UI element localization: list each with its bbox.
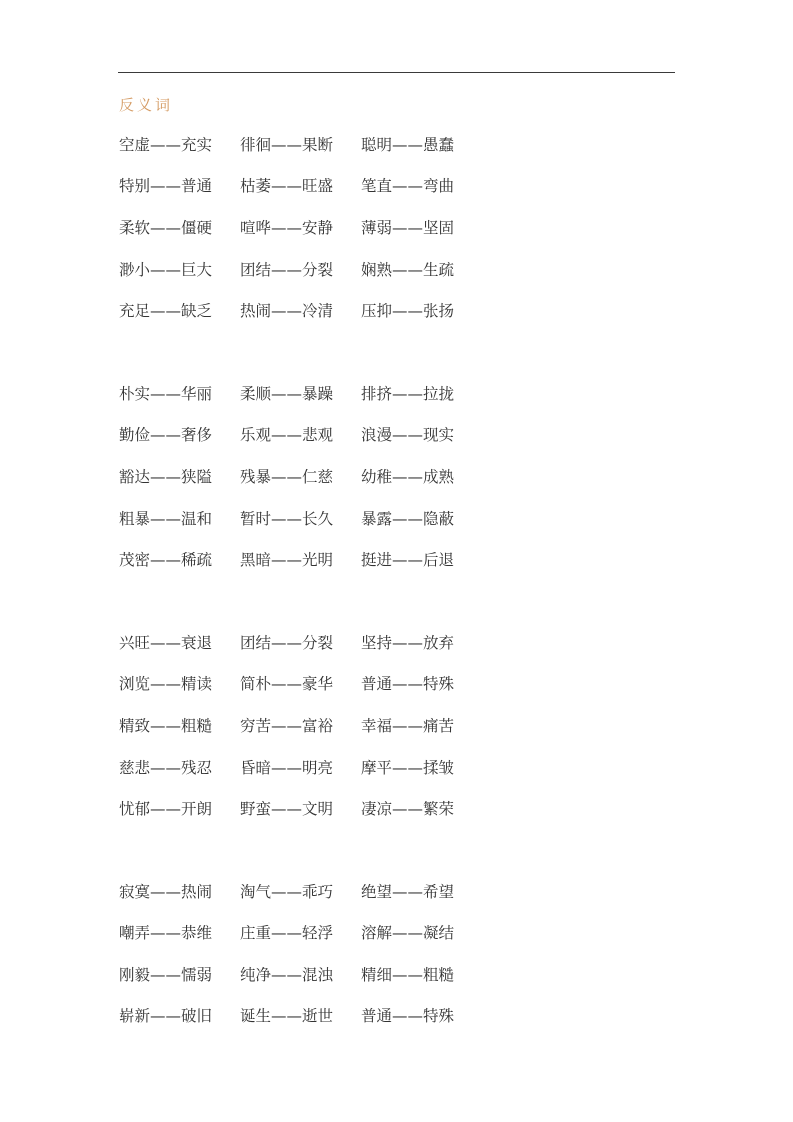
antonym-group (119, 622, 482, 830)
antonym-pair: 聪明——愚蠢 (361, 135, 455, 154)
antonym-row (119, 788, 482, 830)
antonym-row (119, 456, 482, 498)
antonym-pair: 柔顺——暴躁 (240, 384, 334, 403)
antonym-pair: 残暴——仁慈 (240, 467, 334, 486)
antonym-row (119, 207, 482, 249)
antonym-row (119, 290, 482, 332)
antonym-group (119, 373, 482, 581)
antonym-pair: 娴熟——生疏 (361, 260, 455, 279)
antonym-pair: 特别——普通 (119, 177, 213, 196)
antonym-pair: 压抑——张扬 (361, 302, 455, 321)
antonym-pair: 刚毅——懦弱 (119, 965, 213, 984)
antonym-pair: 渺小——巨大 (119, 260, 213, 279)
antonym-pair: 坚持——放弃 (361, 633, 455, 652)
antonym-pair: 诞生——逝世 (240, 1007, 334, 1026)
antonym-row (119, 539, 482, 581)
antonym-pair: 普通——特殊 (361, 1007, 455, 1026)
header-rule (118, 72, 675, 73)
antonym-pair: 浪漫——现实 (361, 426, 455, 445)
antonym-pair: 充足——缺乏 (119, 302, 213, 321)
antonym-pair: 暂时——长久 (240, 509, 334, 528)
antonym-pair: 昏暗——明亮 (240, 758, 334, 777)
antonym-pair: 摩平——揉皱 (361, 758, 455, 777)
antonym-pair: 忧郁——开朗 (119, 800, 213, 819)
antonym-groups (119, 124, 482, 1078)
antonym-pair: 溶解——凝结 (361, 924, 455, 943)
antonym-pair: 徘徊——果断 (240, 135, 334, 154)
antonym-pair: 精致——粗糙 (119, 716, 213, 735)
antonym-pair: 淘气——乖巧 (240, 882, 334, 901)
antonym-group (119, 124, 482, 332)
antonym-pair: 纯净——混浊 (240, 965, 334, 984)
antonym-pair: 幸福——痛苦 (361, 716, 455, 735)
antonym-pair: 枯萎——旺盛 (240, 177, 334, 196)
antonym-row (119, 622, 482, 664)
antonym-pair: 浏览——精读 (119, 675, 213, 694)
antonym-pair: 豁达——狭隘 (119, 467, 213, 486)
antonym-pair: 乐观——悲观 (240, 426, 334, 445)
antonym-pair: 幼稚——成熟 (361, 467, 455, 486)
antonym-row (119, 705, 482, 747)
antonym-pair: 勤俭——奢侈 (119, 426, 213, 445)
antonym-pair: 庄重——轻浮 (240, 924, 334, 943)
antonym-pair: 嘲弄——恭维 (119, 924, 213, 943)
antonym-pair: 粗暴——温和 (119, 509, 213, 528)
antonym-pair: 黑暗——光明 (240, 551, 334, 570)
antonym-pair: 寂寞——热闹 (119, 882, 213, 901)
antonym-row (119, 415, 482, 457)
antonym-row (119, 913, 482, 955)
antonym-pair: 热闹——冷清 (240, 302, 334, 321)
antonym-pair: 野蛮——文明 (240, 800, 334, 819)
antonym-row (119, 373, 482, 415)
antonym-pair: 朴实——华丽 (119, 384, 213, 403)
antonym-pair: 薄弱——坚固 (361, 218, 455, 237)
antonym-pair: 空虚——充实 (119, 135, 213, 154)
antonym-row (119, 124, 482, 166)
antonym-row (119, 954, 482, 996)
antonym-pair: 崭新——破旧 (119, 1007, 213, 1026)
antonym-group (119, 871, 482, 1037)
antonym-row (119, 664, 482, 706)
antonym-row (119, 747, 482, 789)
antonym-pair: 挺进——后退 (361, 551, 455, 570)
antonym-pair: 普通——特殊 (361, 675, 455, 694)
antonym-pair: 精细——粗糙 (361, 965, 455, 984)
antonym-row (119, 498, 482, 540)
antonym-pair: 慈悲——残忍 (119, 758, 213, 777)
antonym-pair: 简朴——豪华 (240, 675, 334, 694)
antonym-row (119, 871, 482, 913)
antonym-pair: 团结——分裂 (240, 633, 334, 652)
antonym-pair: 团结——分裂 (240, 260, 334, 279)
antonym-pair: 排挤——拉拢 (361, 384, 455, 403)
antonym-pair: 凄凉——繁荣 (361, 800, 455, 819)
antonym-pair: 暴露——隐蔽 (361, 509, 455, 528)
antonym-pair: 笔直——弯曲 (361, 177, 455, 196)
antonym-pair: 绝望——希望 (361, 882, 455, 901)
antonym-pair: 喧哗——安静 (240, 218, 334, 237)
antonym-pair: 茂密——稀疏 (119, 551, 213, 570)
section-title: 反义词 (119, 96, 174, 114)
antonym-pair: 穷苦——富裕 (240, 716, 334, 735)
antonym-pair: 柔软——僵硬 (119, 218, 213, 237)
antonym-row (119, 996, 482, 1038)
antonym-pair: 兴旺——衰退 (119, 633, 213, 652)
antonym-row (119, 166, 482, 208)
antonym-row (119, 249, 482, 291)
